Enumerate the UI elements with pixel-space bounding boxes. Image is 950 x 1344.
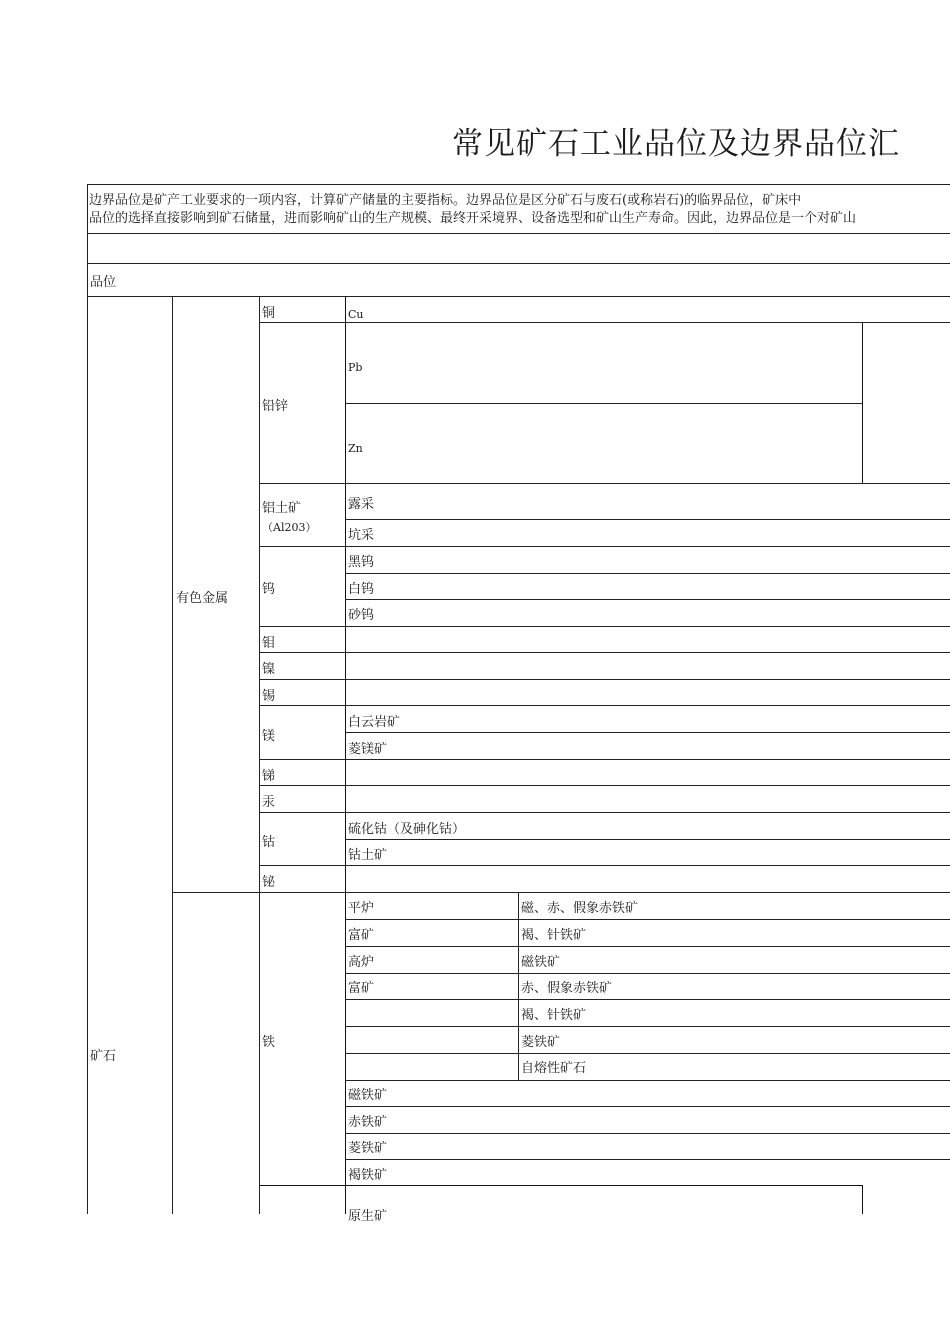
intro-line-1: 边界品位是矿产工业要求的一项内容，计算矿产储量的主要指标。边界品位是区分矿石与废石(或称岩石)的临界品位，矿床中 [89,193,802,208]
bauxite-label: 铝土矿 [262,501,302,516]
iron-subtype: 自熔性矿石 [521,1061,587,1076]
bauxite-underground: 坑采 [348,528,375,543]
bauxite-open-pit: 露采 [348,497,375,512]
iron-type: 菱铁矿 [348,1141,388,1156]
grade-header: 品位 [90,275,117,290]
cobalt-label: 钴 [262,835,276,850]
copper-label: 铜 [262,306,276,321]
lead-symbol: Pb [348,361,363,374]
cobalt-type: 硫化钴（及砷化钴） [348,822,466,837]
iron-subtype: 磁、赤、假象赤铁矿 [521,901,639,916]
ore-label: 矿石 [90,1049,117,1064]
bauxite-formula: （Al203） [262,521,317,534]
iron-subtype: 赤、假象赤铁矿 [521,981,613,996]
iron-furnace: 平炉 [348,901,375,916]
molybdenum-label: 钼 [262,636,276,651]
leadzinc-label: 铅锌 [262,399,289,414]
tungsten-type: 砂钨 [348,608,375,623]
iron-furnace: 富矿 [348,928,375,943]
page-title: 常见矿石工业品位及边界品位汇 [452,126,900,162]
magnesium-type: 白云岩矿 [348,715,401,730]
iron-label: 铁 [262,1035,276,1050]
nickel-label: 镍 [262,662,276,677]
iron-furnace: 富矿 [348,981,375,996]
tungsten-type: 黑钨 [348,555,375,570]
iron-subtype: 褐、针铁矿 [521,928,587,943]
tin-label: 锡 [262,689,276,704]
iron-type: 赤铁矿 [348,1115,388,1130]
magnesium-type: 菱镁矿 [348,742,388,757]
mercury-label: 汞 [262,795,276,810]
bismuth-label: 铋 [262,875,276,890]
tungsten-type: 白钨 [348,582,375,597]
iron-furnace: 高炉 [348,955,375,970]
iron-subtype: 菱铁矿 [521,1035,561,1050]
iron-subtype: 褐、针铁矿 [521,1008,587,1023]
tungsten-label: 钨 [262,582,276,597]
copper-symbol: Cu [348,308,364,321]
iron-type: 磁铁矿 [348,1088,388,1103]
antimony-label: 锑 [262,769,276,784]
iron-subtype: 磁铁矿 [521,955,561,970]
ore-grade-table [87,184,950,1224]
nonferrous-label: 有色金属 [176,591,229,606]
zinc-symbol: Zn [348,442,363,455]
intro-line-2: 品位的选择直接影响到矿石储量，进而影响矿山的生产规模、最终开采境界、设备选型和矿山生产寿命。因此，边界品位是一个对矿山 [89,211,857,226]
iron-type: 褐铁矿 [348,1168,388,1183]
cobalt-type: 钴土矿 [348,848,388,863]
primary-ore: 原生矿 [348,1209,388,1224]
magnesium-label: 镁 [262,729,276,744]
